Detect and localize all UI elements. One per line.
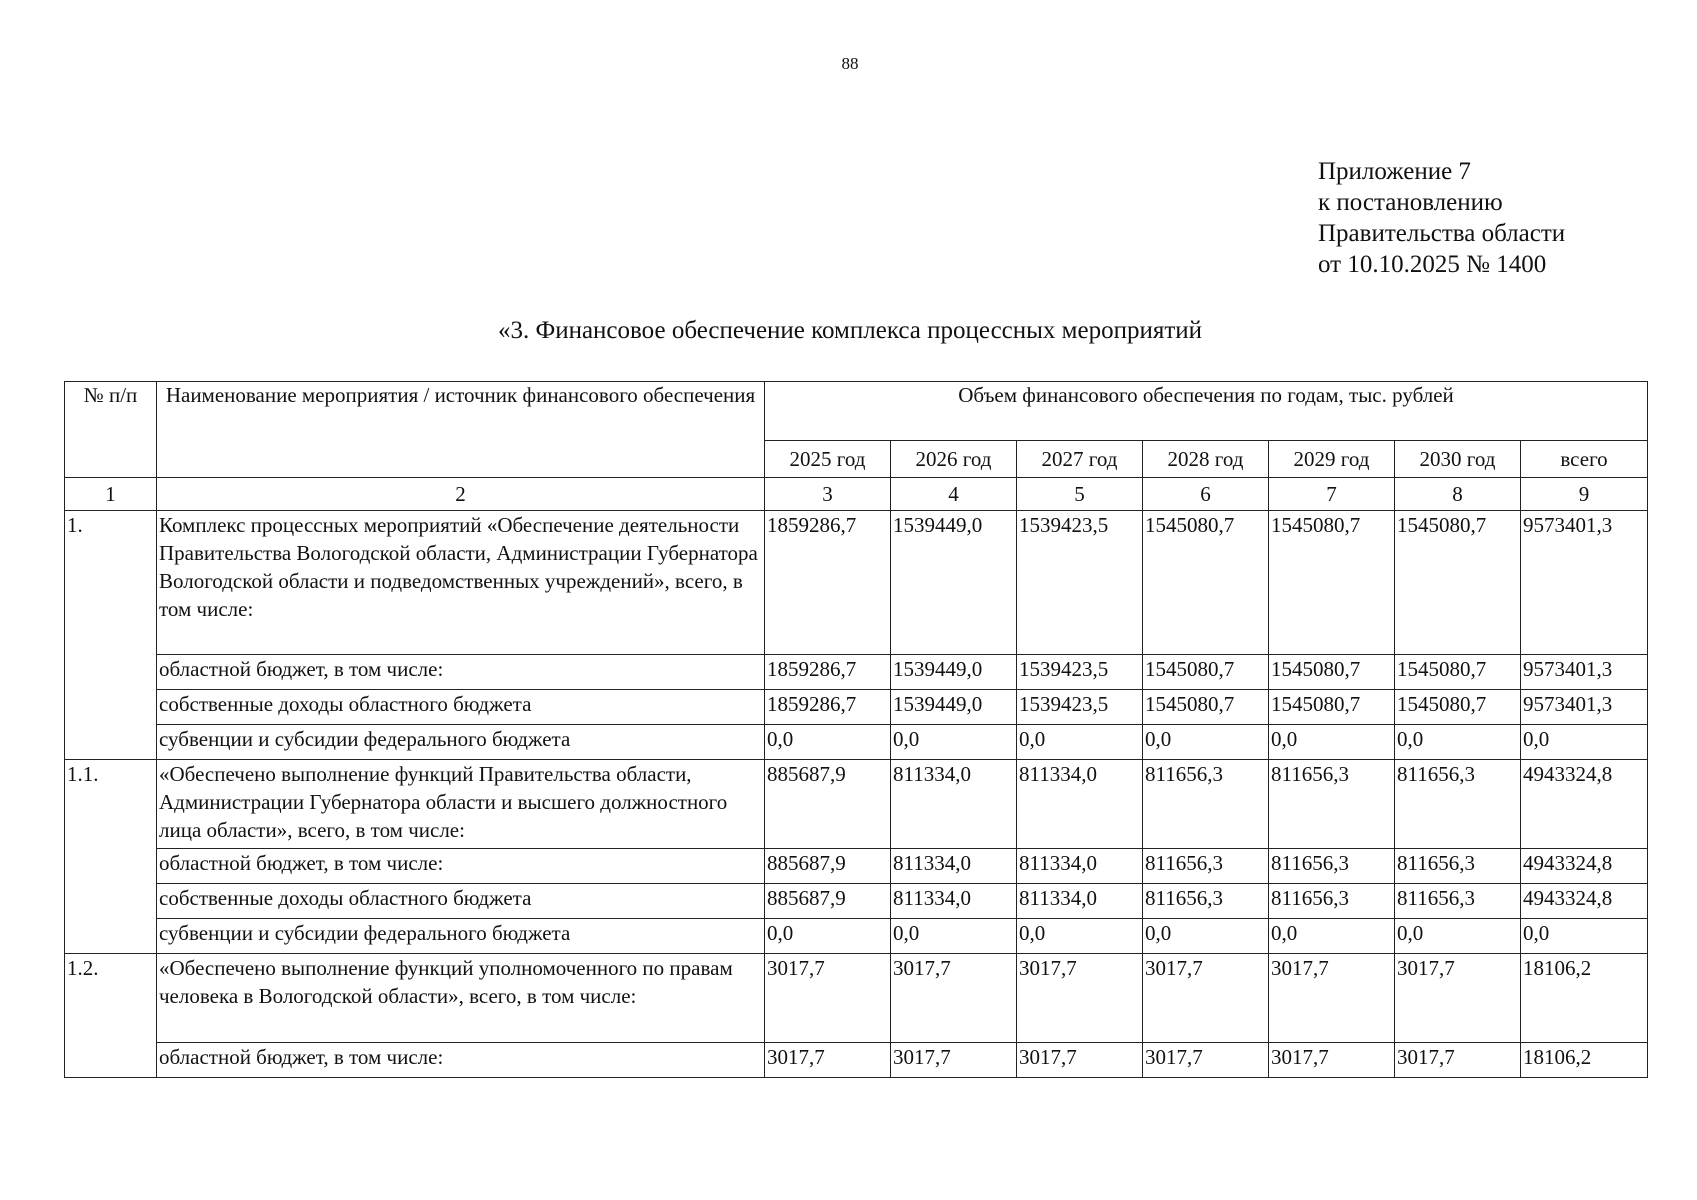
table-row [65,884,1648,919]
header-num: № п/п [65,382,157,478]
col-index: 1 [65,478,157,511]
value-cell: 811334,0 [891,760,1017,849]
index-row [65,478,1648,511]
row-name: Комплекс процессных мероприятий «Обеспечение деятельности Правительства Вологодской области, Администрации Губернатора Вологодской области и подведомственных учреждений», всего, в том числе: [157,511,765,655]
value-cell: 3017,7 [1269,1043,1395,1078]
row-name: областной бюджет, в том числе: [157,849,765,884]
value-cell: 811656,3 [1143,884,1269,919]
value-cell: 811656,3 [1269,760,1395,849]
value-cell: 0,0 [1269,725,1395,760]
value-cell: 3017,7 [765,1043,891,1078]
row-name: «Обеспечено выполнение функций уполномоченного по правам человека в Вологодской области», всего, в том числе: [157,954,765,1043]
table-row [65,655,1648,690]
header-name: Наименование мероприятия / источник финансового обеспечения [157,382,765,478]
value-cell: 1859286,7 [765,655,891,690]
value-cell: 811334,0 [891,849,1017,884]
row-number: 1.1. [65,760,157,954]
value-cell: 1545080,7 [1395,690,1521,725]
col-index: 5 [1017,478,1143,511]
value-cell: 1545080,7 [1269,690,1395,725]
col-index: 7 [1269,478,1395,511]
value-cell: 811656,3 [1143,760,1269,849]
value-cell: 0,0 [1269,919,1395,954]
col-index: 2 [157,478,765,511]
financing-table [64,381,1648,1078]
table-row [65,849,1648,884]
value-cell: 4943324,8 [1521,849,1648,884]
value-cell: 1545080,7 [1269,511,1395,655]
value-cell: 3017,7 [1017,1043,1143,1078]
col-index: 4 [891,478,1017,511]
header-row [65,382,1648,441]
value-cell: 811334,0 [1017,849,1143,884]
value-cell: 811656,3 [1143,849,1269,884]
value-cell: 1545080,7 [1395,655,1521,690]
value-cell: 3017,7 [891,954,1017,1043]
appendix-block [1318,156,1565,280]
table-row [65,1043,1648,1078]
value-cell: 1539449,0 [891,655,1017,690]
col-index: 6 [1143,478,1269,511]
total-header: всего [1521,441,1648,478]
table-row [65,511,1648,655]
row-name: субвенции и субсидии федерального бюджета [157,919,765,954]
page-number: 88 [841,54,859,73]
section-title: «3. Финансовое обеспечение комплекса процессных мероприятий [497,317,1203,344]
year-header: 2030 год [1395,441,1521,478]
value-cell: 3017,7 [1395,954,1521,1043]
value-cell: 9573401,3 [1521,655,1648,690]
value-cell: 811334,0 [1017,884,1143,919]
value-cell: 3017,7 [891,1043,1017,1078]
value-cell: 0,0 [1143,725,1269,760]
row-number: 1.2. [65,954,157,1078]
value-cell: 1539423,5 [1017,655,1143,690]
value-cell: 4943324,8 [1521,760,1648,849]
table-row [65,760,1648,849]
row-name: областной бюджет, в том числе: [157,655,765,690]
value-cell: 0,0 [1017,919,1143,954]
year-header: 2029 год [1269,441,1395,478]
col-index: 3 [765,478,891,511]
value-cell: 1539449,0 [891,511,1017,655]
value-cell: 4943324,8 [1521,884,1648,919]
appendix-line: от 10.10.2025 № 1400 [1318,251,1547,278]
row-name: собственные доходы областного бюджета [157,690,765,725]
value-cell: 1545080,7 [1143,655,1269,690]
col-index: 8 [1395,478,1521,511]
row-name: «Обеспечено выполнение функций Правительства области, Администрации Губернатора области и высшего должностного лица области», всего, в том числе: [157,760,765,849]
table-row [65,725,1648,760]
value-cell: 3017,7 [1395,1043,1521,1078]
value-cell: 0,0 [765,725,891,760]
year-header: 2026 год [891,441,1017,478]
value-cell: 0,0 [891,725,1017,760]
value-cell: 3017,7 [765,954,891,1043]
year-header: 2028 год [1143,441,1269,478]
value-cell: 3017,7 [1143,954,1269,1043]
value-cell: 3017,7 [1269,954,1395,1043]
value-cell: 885687,9 [765,849,891,884]
value-cell: 18106,2 [1521,1043,1648,1078]
value-cell: 3017,7 [1017,954,1143,1043]
value-cell: 3017,7 [1143,1043,1269,1078]
value-cell: 1539449,0 [891,690,1017,725]
table-row [65,954,1648,1043]
row-name: субвенции и субсидии федерального бюджета [157,725,765,760]
value-cell: 0,0 [1143,919,1269,954]
value-cell: 0,0 [1395,725,1521,760]
value-cell: 811656,3 [1395,849,1521,884]
row-name: областной бюджет, в том числе: [157,1043,765,1078]
appendix-line: Приложение 7 [1318,158,1471,185]
value-cell: 811334,0 [1017,760,1143,849]
table-row [65,690,1648,725]
year-header: 2027 год [1017,441,1143,478]
value-cell: 885687,9 [765,760,891,849]
value-cell: 9573401,3 [1521,690,1648,725]
header-volume: Объем финансового обеспечения по годам, тыс. рублей [765,382,1648,441]
value-cell: 811334,0 [891,884,1017,919]
row-number: 1. [65,511,157,760]
value-cell: 1545080,7 [1143,511,1269,655]
value-cell: 0,0 [1395,919,1521,954]
value-cell: 1539423,5 [1017,690,1143,725]
value-cell: 0,0 [1521,919,1648,954]
value-cell: 811656,3 [1395,760,1521,849]
value-cell: 18106,2 [1521,954,1648,1043]
col-index: 9 [1521,478,1648,511]
appendix-line: к постановлению [1318,189,1503,216]
value-cell: 1539423,5 [1017,511,1143,655]
value-cell: 1859286,7 [765,511,891,655]
value-cell: 1545080,7 [1395,511,1521,655]
row-name: собственные доходы областного бюджета [157,884,765,919]
value-cell: 9573401,3 [1521,511,1648,655]
value-cell: 811656,3 [1269,884,1395,919]
value-cell: 0,0 [1521,725,1648,760]
value-cell: 885687,9 [765,884,891,919]
appendix-line: Правительства области [1318,220,1566,247]
value-cell: 0,0 [1017,725,1143,760]
value-cell: 1545080,7 [1143,690,1269,725]
value-cell: 1545080,7 [1269,655,1395,690]
year-header: 2025 год [765,441,891,478]
value-cell: 1859286,7 [765,690,891,725]
value-cell: 0,0 [891,919,1017,954]
value-cell: 811656,3 [1269,849,1395,884]
value-cell: 0,0 [765,919,891,954]
table-row [65,919,1648,954]
value-cell: 811656,3 [1395,884,1521,919]
